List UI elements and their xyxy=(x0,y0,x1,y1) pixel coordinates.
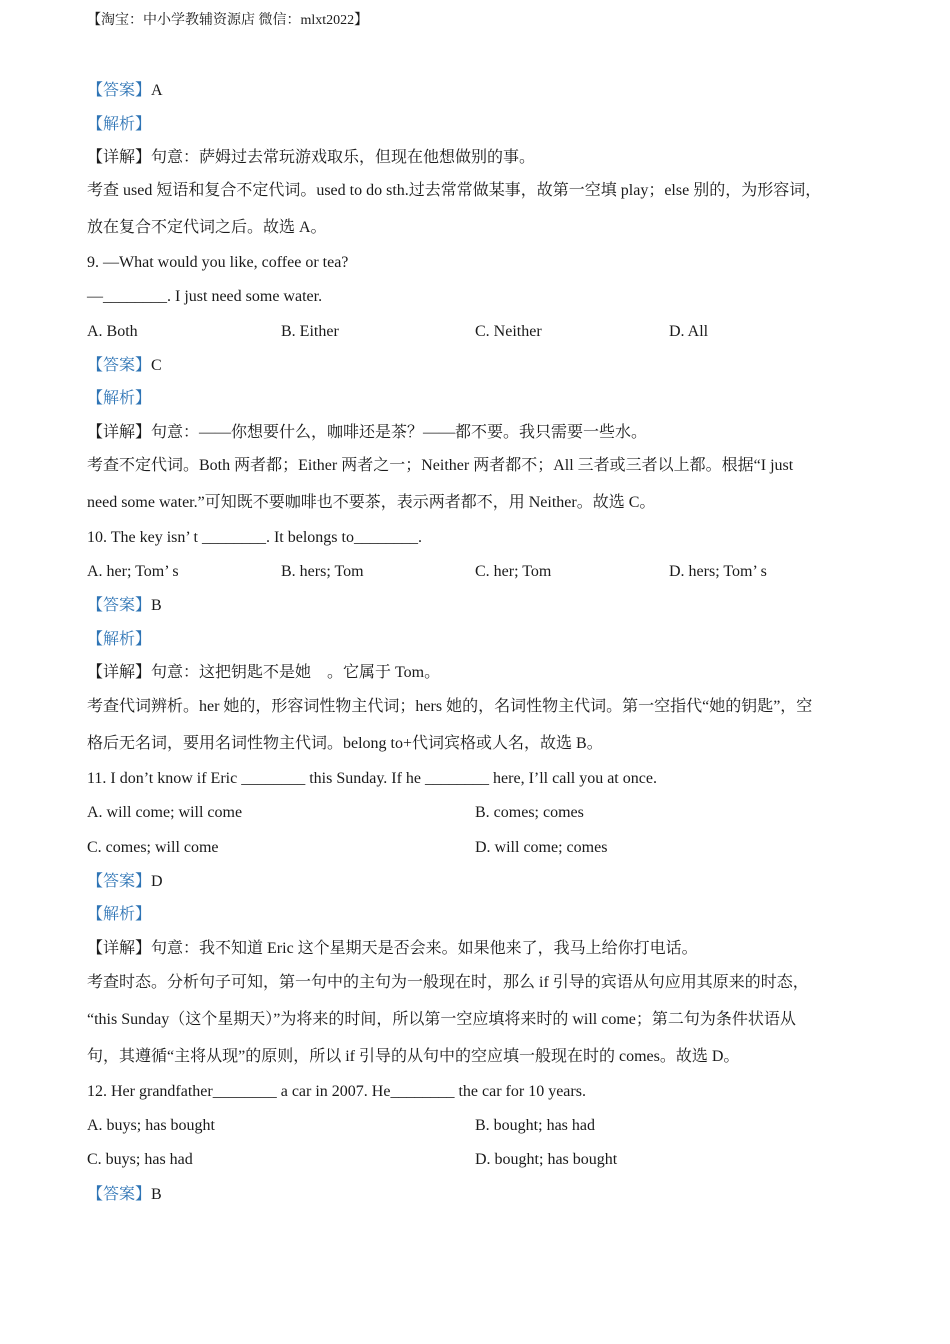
q11-explain-line: 句，其遵循“主将从现”的原则，所以 if 引导的从句中的空应填一般现在时的 comes。故选 D。 xyxy=(87,1048,740,1065)
q12-option-c: C. buys; has had xyxy=(87,1151,193,1168)
page-header: 【淘宝：中小学教辅资源店 微信：mlxt2022】 xyxy=(87,13,369,28)
q11-option-c: C. comes; will come xyxy=(87,839,219,856)
q11-answer xyxy=(87,872,163,892)
q11-detail xyxy=(87,939,698,959)
q9-option-b: B. Either xyxy=(281,323,339,340)
q12-stem: 12. Her grandfather________ a car in 2007. He________ the car for 10 years. xyxy=(87,1083,586,1100)
q10-answer-value: B xyxy=(151,597,162,614)
answer-label: 【答案】 xyxy=(87,1186,152,1203)
answer-label: 【答案】 xyxy=(87,357,152,374)
q10-option-b: B. hers; Tom xyxy=(281,563,364,580)
q9-option-a: A. Both xyxy=(87,323,138,340)
q10-stem: 10. The key isn’ t ________. It belongs to________. xyxy=(87,529,422,546)
q9-option-d: D. All xyxy=(669,323,709,340)
q9-detail-text: 句意：——你想要什么，咖啡还是茶？——都不要。我只需要一些水。 xyxy=(151,424,648,441)
q9-explain-line: need some water.”可知既不要咖啡也不要茶，表示两者都不，用 Neither。故选 C。 xyxy=(87,494,656,511)
q10-answer xyxy=(87,596,162,616)
detail-label: 【详解】 xyxy=(87,664,152,681)
q9-answer-value: C xyxy=(151,357,162,374)
q8-detail-text: 句意：萨姆过去常玩游戏取乐，但现在他想做别的事。 xyxy=(151,149,536,166)
q9-detail xyxy=(87,423,647,443)
q9-option-c: C. Neither xyxy=(475,323,542,340)
q10-analysis-label: 【解析】 xyxy=(87,631,152,648)
detail-label: 【详解】 xyxy=(87,424,152,441)
q8-explain-line: 考查 used 短语和复合不定代词。used to do sth.过去常常做某事，故第一空填 play；else 别的，为形容词， xyxy=(87,182,822,199)
q9-stem-2: —________. I just need some water. xyxy=(87,288,323,305)
q10-detail-text: 句意：这把钥匙不是她 。它属于 Tom。 xyxy=(151,664,441,681)
q9-stem: 9. —What would you like, coffee or tea? xyxy=(87,254,349,271)
q10-option-d: D. hers; Tom’ s xyxy=(669,563,767,580)
q11-answer-value: D xyxy=(151,873,163,890)
q8-answer-value: A xyxy=(151,82,163,99)
q11-option-b: B. comes; comes xyxy=(475,804,584,821)
q10-explain-line: 考查代词辨析。her 她的，形容词性物主代词；hers 她的，名词性物主代词。第一空指代“她的钥匙”，空 xyxy=(87,698,813,715)
q11-analysis-label: 【解析】 xyxy=(87,906,152,923)
answer-label: 【答案】 xyxy=(87,873,152,890)
q11-explain-line: 考查时态。分析句子可知，第一句中的主句为一般现在时，那么 if 引导的宾语从句应用其原来的时态， xyxy=(87,974,809,991)
q9-explain-line: 考查不定代词。Both 两者都；Either 两者之一；Neither 两者都不；All 三者或三者以上都。根据“I just xyxy=(87,457,794,474)
q12-answer xyxy=(87,1185,162,1205)
q8-explain-line: 放在复合不定代词之后。故选 A。 xyxy=(87,219,327,236)
q11-explain-line: “this Sunday（这个星期天）”为将来的时间，所以第一空应填将来时的 will come；第二句为条件状语从 xyxy=(87,1011,796,1028)
q9-answer xyxy=(87,356,162,376)
q11-option-a: A. will come; will come xyxy=(87,804,243,821)
answer-label: 【答案】 xyxy=(87,82,152,99)
q12-option-a: A. buys; has bought xyxy=(87,1117,215,1134)
q9-analysis-label: 【解析】 xyxy=(87,390,152,407)
q11-detail-text: 句意：我不知道 Eric 这个星期天是否会来。如果他来了，我马上给你打电话。 xyxy=(151,940,698,957)
q11-option-d: D. will come; comes xyxy=(475,839,608,856)
q10-option-c: C. her; Tom xyxy=(475,563,552,580)
q8-analysis-label: 【解析】 xyxy=(87,116,152,133)
q12-option-d: D. bought; has bought xyxy=(475,1151,618,1168)
detail-label: 【详解】 xyxy=(87,940,152,957)
q10-detail xyxy=(87,663,440,683)
answer-label: 【答案】 xyxy=(87,597,152,614)
q10-explain-line: 格后无名词，要用名词性物主代词。belong to+代词宾格或人名，故选 B。 xyxy=(87,735,603,752)
detail-label: 【详解】 xyxy=(87,149,152,166)
q12-answer-value: B xyxy=(151,1186,162,1203)
q8-answer xyxy=(87,81,163,101)
q10-option-a: A. her; Tom’ s xyxy=(87,563,179,580)
q8-detail xyxy=(87,148,535,168)
q11-stem: 11. I don’t know if Eric ________ this Sunday. If he ________ here, I’ll call you at once. xyxy=(87,770,657,787)
q12-option-b: B. bought; has had xyxy=(475,1117,595,1134)
